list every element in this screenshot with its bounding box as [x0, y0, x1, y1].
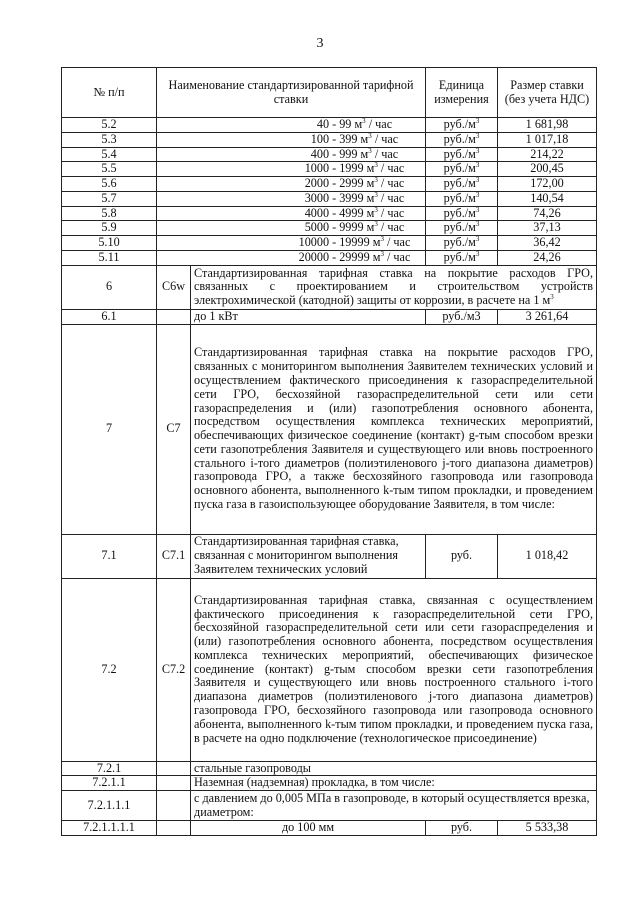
table-row [62, 162, 597, 177]
table-row [62, 177, 597, 192]
row-rate: 1 017,18 [498, 132, 597, 147]
row-rate: 37,13 [498, 221, 597, 236]
row-unit: $руб./м^3$ [426, 132, 498, 147]
row-text: стальные газопроводы [191, 761, 597, 776]
row-num: 7.2.1 [62, 761, 157, 776]
table-row [62, 191, 597, 206]
row-name: 100 - 399 $м^3$ / час [157, 132, 426, 147]
row-num: 5.9 [62, 221, 157, 236]
row-num: 5.5 [62, 162, 157, 177]
header-name: Наименование стандартизированной тарифной ставки [157, 68, 426, 118]
tariff-table [61, 67, 597, 836]
table-row [62, 578, 597, 761]
row-rate: 3 261,64 [498, 309, 597, 324]
row-text: Стандартизированная тарифная ставка на покрытие расходов ГРО, связанных с проектированием и строительством устройств электрохимической (катодной) защиты от коррозии, в расчете на 1 $м^3$ [191, 265, 597, 309]
row-rate: 1 018,42 [498, 534, 597, 578]
row-name: 1000 - 1999 $м^3$ / час [157, 162, 426, 177]
row-num: 7.1 [62, 534, 157, 578]
row-name: 5000 - 9999 $м^3$ / час [157, 221, 426, 236]
table-row [62, 118, 597, 133]
row-unit: руб. [426, 821, 498, 836]
row-unit: $руб./м^3$ [426, 206, 498, 221]
row-code: C7.2 [157, 578, 191, 761]
row-num: 7.2.1.1 [62, 776, 157, 791]
row-num: 7.2.1.1.1 [62, 791, 157, 821]
row-unit: $руб./м^3$ [426, 236, 498, 251]
row-unit: $руб./м^3$ [426, 177, 498, 192]
row-rate: 172,00 [498, 177, 597, 192]
table-row [62, 265, 597, 309]
row-rate: 74,26 [498, 206, 597, 221]
row-name: 20000 - 29999 $м^3$ / час [157, 251, 426, 266]
row-name: до 100 мм [191, 821, 426, 836]
row-num: 5.8 [62, 206, 157, 221]
table-row [62, 147, 597, 162]
table-row [62, 791, 597, 821]
row-unit: руб./м3 [426, 309, 498, 324]
row-name: 4000 - 4999 $м^3$ / час [157, 206, 426, 221]
row-text: Наземная (надземная) прокладка, в том числе: [191, 776, 597, 791]
row-name: 2000 - 2999 $м^3$ / час [157, 177, 426, 192]
row-name: 40 - 99 $м^3$ / час [157, 118, 426, 133]
row-text: Стандартизированная тарифная ставка на покрытие расходов ГРО, связанных с мониторингом выполнения Заявителем технических условий и осуществлением фактического присоединения к газораспределительной сети ГРО, бесхозяйной газораспределительной сети или сети газораспределения и (или) газопотребления основного абонента, посредством осуществления комплекса технических мероприятий, обеспечивающих физическое соединение (контакт) g-тым способом врезки сети газопотребления Заявителя и существующего или вновь построенного стального i-того диаметров (полиэтиленового j-того диапазона диаметров) газопровода ГРО, а также бесхозяйного газопровода или газопровода основного абонента, выполненного k-тым типом прокладки, и проведением пуска газа в газоиспользующее оборудование Заявителя, в том числе: [191, 324, 597, 534]
header-num: № п/п [62, 68, 157, 118]
row-rate: 24,26 [498, 251, 597, 266]
row-name: 400 - 999 $м^3$ / час [157, 147, 426, 162]
table-row [62, 534, 597, 578]
row-text: Стандартизированная тарифная ставка, связанная с осуществлением фактического присоединения к газораспределительной сети ГРО, бесхозяйной газораспределительной сети или сети газораспределения и (или) газопотребления основного абонента, посредством осуществления комплекса технических мероприятий, обеспечивающих физическое соединение (контакт) g-тым способом врезки сети газопотребления Заявителя и существующего или вновь построенного стального i-того диапазона диаметров (полиэтиленового j-того диапазона диаметров) газопровода ГРО, бесхозяйного газопровода или газопровода основного абонента, выполненного k-тым типом прокладки, и проведением пуска газа, в расчете на одно подключение (технологическое присоединение) [191, 578, 597, 761]
row-num: 5.11 [62, 251, 157, 266]
row-name: 3000 - 3999 $м^3$ / час [157, 191, 426, 206]
table-row [62, 251, 597, 266]
row-num: 5.3 [62, 132, 157, 147]
table-row [62, 221, 597, 236]
row-text: с давлением до 0,005 МПа в газопроводе, в который осуществляется врезка, диаметром: [191, 791, 597, 821]
row-num: 5.7 [62, 191, 157, 206]
row-unit: $руб./м^3$ [426, 221, 498, 236]
row-unit: $руб./м^3$ [426, 118, 498, 133]
row-unit: $руб./м^3$ [426, 162, 498, 177]
row-rate: 36,42 [498, 236, 597, 251]
row-rate: 200,45 [498, 162, 597, 177]
row-name: до 1 кВт [191, 309, 426, 324]
table-row [62, 821, 597, 836]
row-num: 5.10 [62, 236, 157, 251]
row-code: C7.1 [157, 534, 191, 578]
header-rate: Размер ставки (без учета НДС) [498, 68, 597, 118]
row-text: Стандартизированная тарифная ставка, связанная с мониторингом выполнения Заявителем технических условий [191, 534, 426, 578]
row-num: 5.6 [62, 177, 157, 192]
table-row [62, 324, 597, 534]
row-name: 10000 - 19999 $м^3$ / час [157, 236, 426, 251]
table-row [62, 309, 597, 324]
row-num: 5.4 [62, 147, 157, 162]
row-unit: руб. [426, 534, 498, 578]
row-unit: $руб./м^3$ [426, 191, 498, 206]
row-num: 7.2.1.1.1.1 [62, 821, 157, 836]
row-code: C7 [157, 324, 191, 534]
table-header-row [62, 68, 597, 118]
row-num: 6 [62, 265, 157, 309]
table-row [62, 206, 597, 221]
row-code: C6w [157, 265, 191, 309]
row-rate: 140,54 [498, 191, 597, 206]
row-unit: $руб./м^3$ [426, 251, 498, 266]
page-number: 3 [316, 36, 324, 51]
table-row [62, 776, 597, 791]
row-num: 6.1 [62, 309, 157, 324]
row-unit: $руб./м^3$ [426, 147, 498, 162]
row-num: 5.2 [62, 118, 157, 133]
row-num: 7 [62, 324, 157, 534]
row-num: 7.2 [62, 578, 157, 761]
table-row [62, 236, 597, 251]
row-rate: 1 681,98 [498, 118, 597, 133]
row-rate: 5 533,38 [498, 821, 597, 836]
table-row [62, 132, 597, 147]
row-rate: 214,22 [498, 147, 597, 162]
header-unit: Единица измерения [426, 68, 498, 118]
table-row [62, 761, 597, 776]
